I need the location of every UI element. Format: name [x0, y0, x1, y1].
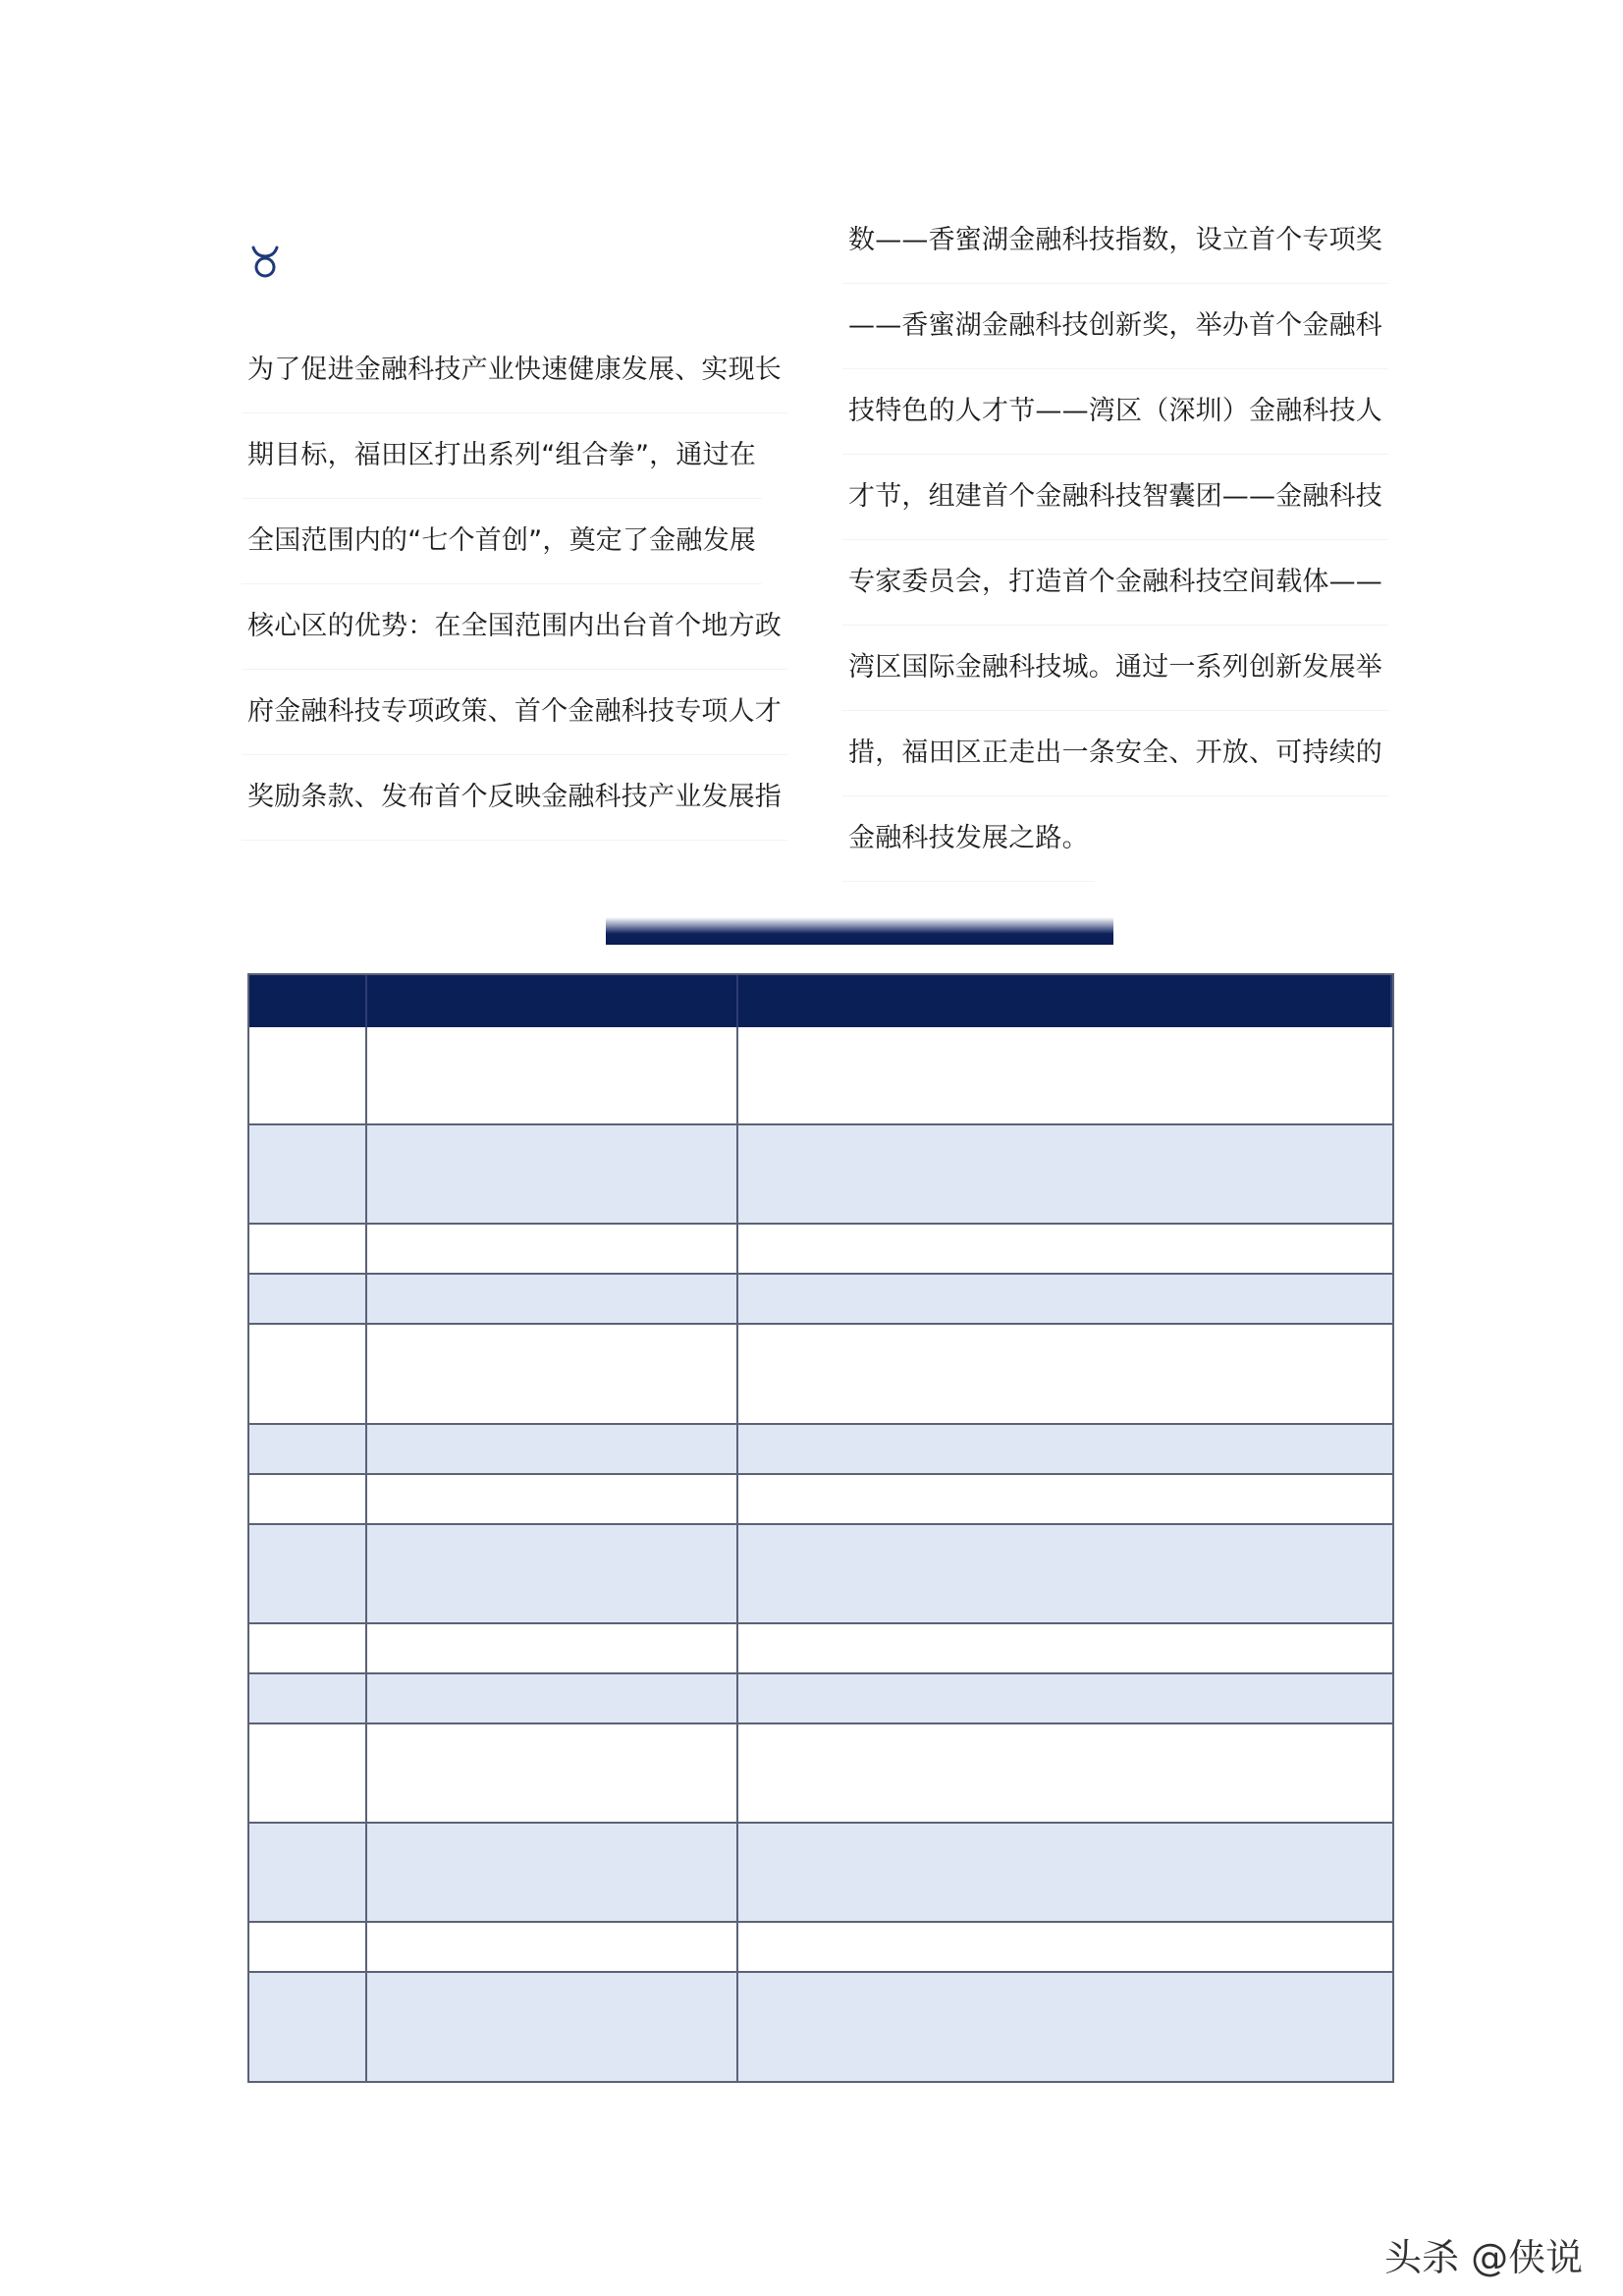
table-cell [738, 1425, 1392, 1473]
table-cell [367, 1724, 738, 1822]
table-cell [367, 1973, 738, 2081]
table-row [249, 1027, 1392, 1125]
table-cell [249, 1973, 367, 2081]
taurus-symbol-icon [247, 242, 283, 281]
table-cell [249, 1824, 367, 1921]
table-cell [367, 1325, 738, 1423]
text-line: 技特色的人才节——湾区（深圳）金融科技人 [848, 390, 1382, 433]
text-line: 全国范围内的“七个首创”，奠定了金融发展 [247, 519, 756, 563]
text-line: 奖励条款、发布首个反映金融科技产业发展指 [247, 776, 782, 819]
table-cell [738, 1125, 1392, 1223]
table-cell [738, 1325, 1392, 1423]
table-cell [738, 1525, 1392, 1622]
table-cell [738, 1624, 1392, 1672]
text-line: 专家委员会，打造首个金融科技空间载体—— [848, 561, 1382, 604]
table-cell [367, 1923, 738, 1971]
table-cell [249, 1923, 367, 1971]
table-row [249, 1275, 1392, 1325]
table-row [249, 1325, 1392, 1425]
text-line: 金融科技发展之路。 [848, 817, 1089, 860]
text-line: 府金融科技专项政策、首个金融科技专项人才 [247, 690, 782, 734]
table-cell [738, 1824, 1392, 1921]
header-cell [367, 975, 738, 1027]
table-cell [367, 1027, 738, 1123]
table-cell [738, 1973, 1392, 2081]
table-cell [367, 1225, 738, 1273]
table-cell [249, 1624, 367, 1672]
table-row [249, 1923, 1392, 1973]
table-header-row [249, 975, 1392, 1027]
text-line: 才节，组建首个金融科技智囊团——金融科技 [848, 475, 1382, 519]
table-row [249, 1973, 1392, 2081]
table-cell [367, 1475, 738, 1523]
table-cell [367, 1624, 738, 1672]
table-cell [738, 1275, 1392, 1323]
table-cell [249, 1275, 367, 1323]
table-row [249, 1425, 1392, 1475]
table-cell [738, 1724, 1392, 1822]
text-line: ——香蜜湖金融科技创新奖，举办首个金融科 [848, 304, 1382, 348]
table-cell [367, 1275, 738, 1323]
table-cell [249, 1425, 367, 1473]
table-cell [249, 1475, 367, 1523]
table-cell [367, 1525, 738, 1622]
table-cell [249, 1674, 367, 1722]
watermark: 头杀 @侠说 [1384, 2236, 1584, 2279]
table-row [249, 1824, 1392, 1923]
text-line: 措，福田区正走出一条安全、开放、可持续的 [848, 732, 1382, 775]
data-table [247, 973, 1394, 2083]
text-line: 期目标，福田区打出系列“组合拳”，通过在 [247, 434, 756, 477]
text-line: 数——香蜜湖金融科技指数，设立首个专项奖 [848, 219, 1382, 262]
header-cell [738, 975, 1392, 1027]
table-title-bar [606, 917, 1113, 945]
table-row [249, 1724, 1392, 1824]
table-row [249, 1525, 1392, 1624]
table-cell [249, 1125, 367, 1223]
header-cell [249, 975, 367, 1027]
table-cell [367, 1674, 738, 1722]
table-cell [367, 1125, 738, 1223]
table-cell [367, 1425, 738, 1473]
table-cell [249, 1027, 367, 1123]
table-row [249, 1674, 1392, 1724]
text-line: 为了促进金融科技产业快速健康发展、实现长 [247, 349, 782, 392]
table-cell [249, 1525, 367, 1622]
table-cell [738, 1027, 1392, 1123]
table-cell [249, 1325, 367, 1423]
table-row [249, 1225, 1392, 1275]
table-row [249, 1624, 1392, 1674]
table-row [249, 1475, 1392, 1525]
table-cell [249, 1225, 367, 1273]
text-line: 湾区国际金融科技城。通过一系列创新发展举 [848, 646, 1382, 689]
text-line: 核心区的优势：在全国范围内出台首个地方政 [247, 605, 782, 648]
table-cell [738, 1475, 1392, 1523]
table-cell [738, 1923, 1392, 1971]
table-cell [738, 1674, 1392, 1722]
table-cell [738, 1225, 1392, 1273]
table-row [249, 1125, 1392, 1225]
table-cell [367, 1824, 738, 1921]
table-cell [249, 1724, 367, 1822]
